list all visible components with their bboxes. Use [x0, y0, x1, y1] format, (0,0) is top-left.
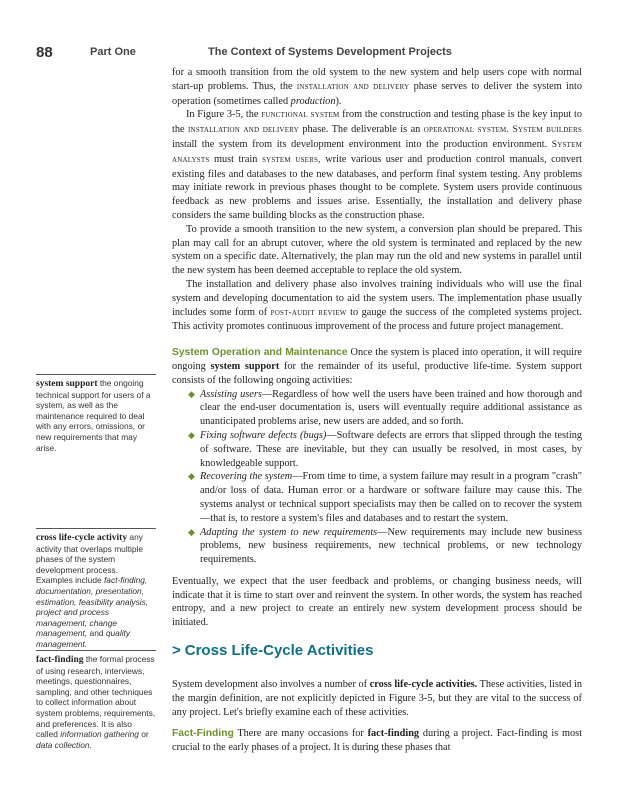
margin-definition-system-support: system support the ongoing technical support for users of a system, as well as the maintenance required to deal with any errors, omissions, or new requirements that may arise. [36, 374, 156, 453]
diamond-bullet-icon: ◆ [188, 471, 195, 482]
list-item: ◆ Assisting users—Regardless of how well the users have been trained and how thorough and clear the end-user documentation is, users will eventually require additional assistance as unanticipated problems arise, new users are added, and so forth. [188, 388, 582, 428]
margin-term: cross life-cycle activity [36, 533, 128, 543]
margin-definition-cross-life-cycle: cross life-cycle activity any activity that overlaps multiple phases of the system development process. Examples include fact-finding, documentation, presentation, estimation, feasibility analysis, project and process management, change management, and quality management. [36, 528, 156, 650]
subhead-operation-maintenance: System Operation and Maintenance [172, 347, 348, 359]
margin-term: fact-finding [36, 655, 84, 665]
paragraph-conversion-plan: To provide a smooth transition to the new system, a conversion plan should be prepared. This plan may call for an abrupt cutover, where the old system is terminated and replaced by the new system on a specific date. Alternatively, the plan may run the old and new systems in parallel until the new system has been deemed acceptable to replace the old system. [172, 223, 582, 277]
running-head-title: The Context of Systems Development Projects [208, 46, 452, 58]
chevron-right-icon: > [172, 642, 181, 660]
list-item: ◆ Fixing software defects (bugs)—Software defects are errors that slipped through the testing of software. These are inevitable, but they can usually be resolved, in most cases, by knowledgeable support. [188, 429, 582, 469]
paragraph-operation-maintenance: System Operation and Maintenance Once the system is placed into operation, it will require ongoing system support for the remainder of its useful, productive life-time. System support consists of the following ongoing activities: [172, 347, 582, 386]
list-item: ◆ Recovering the system—From time to time, a system failure may result in a program "crash" and/or loss of data. Human error or a hardware or software failure may cause this. The systems analyst or technical support specialists may then be called on to recover the system—that is, to restore a system's files and databases and to restart the system. [188, 471, 582, 524]
paragraph-cross-life-cycle: System development also involves a number of cross life-cycle activities. These activities, listed in the margin definition, are not explicitly depicted in Figure 3-5, but they are vital to the success of any project. Let's briefly examine each of these activities. [172, 679, 582, 718]
paragraph-entropy: Eventually, we expect that the user feedback and problems, or changing business needs, will indicate that it is time to start over and reinvent the system. In other words, the system has reached entropy, and a new project to create an entirely new system development process should be initiated. [172, 575, 582, 629]
diamond-bullet-icon: ◆ [188, 526, 195, 537]
part-label: Part One [90, 46, 136, 58]
paragraph-installation-intro: for a smooth transition from the old system to the new system and help users cope with normal start-up problems. Thus, the installation and delivery phase serves to deliver the system into operation (sometimes called production). [172, 67, 582, 107]
list-item: ◆ Adapting the system to new requirements—New requirements may include new business problems, new business requirements, new technical problems, or new technology requirements. [188, 526, 582, 566]
main-text-column [172, 66, 582, 755]
paragraph-training: The installation and delivery phase also involves training individuals who will use the final system and developing documentation to aid the system users. The implementation phase usually includes some form of post-audit review to gauge the success of the completed systems project. This activity promotes continuous improvement of the process and future project management. [172, 278, 582, 333]
subhead-fact-finding: Fact-Finding [172, 728, 234, 740]
margin-definition-fact-finding: fact-finding the formal process of using research, interviews, meetings, questionnaires, sampling, and other techniques to collect information about system problems, requirements, and preferences. It is also called information gathering or data collection. [36, 650, 156, 750]
page-header [36, 44, 596, 64]
margin-term: system support [36, 379, 98, 389]
page-number: 88 [36, 44, 53, 61]
diamond-bullet-icon: ◆ [188, 429, 195, 440]
section-heading: > Cross Life-Cycle Activities [172, 642, 374, 660]
paragraph-figure-3-5: In Figure 3-5, the functional system from the construction and testing phase is the key input to the installation and delivery phase. The deliverable is an operational system. System builders install the system from its development environment into the production environment. System analysts must train system users, write various user and production control manuals, convert existing files and databases to the new databases, and perform final system testing. Any problems may initiate rework in previous phases thought to be complete. System users provide continuous feedback as new problems and issues arise. Essentially, the installation and delivery phase considers the same building blocks as the construction phase. [172, 109, 582, 221]
paragraph-fact-finding: Fact-Finding There are many occasions for fact-finding during a project. Fact-finding is most crucial to the early phases of a project. It is during these phases that [172, 728, 582, 754]
diamond-bullet-icon: ◆ [188, 388, 195, 399]
support-activities-list [172, 388, 582, 567]
